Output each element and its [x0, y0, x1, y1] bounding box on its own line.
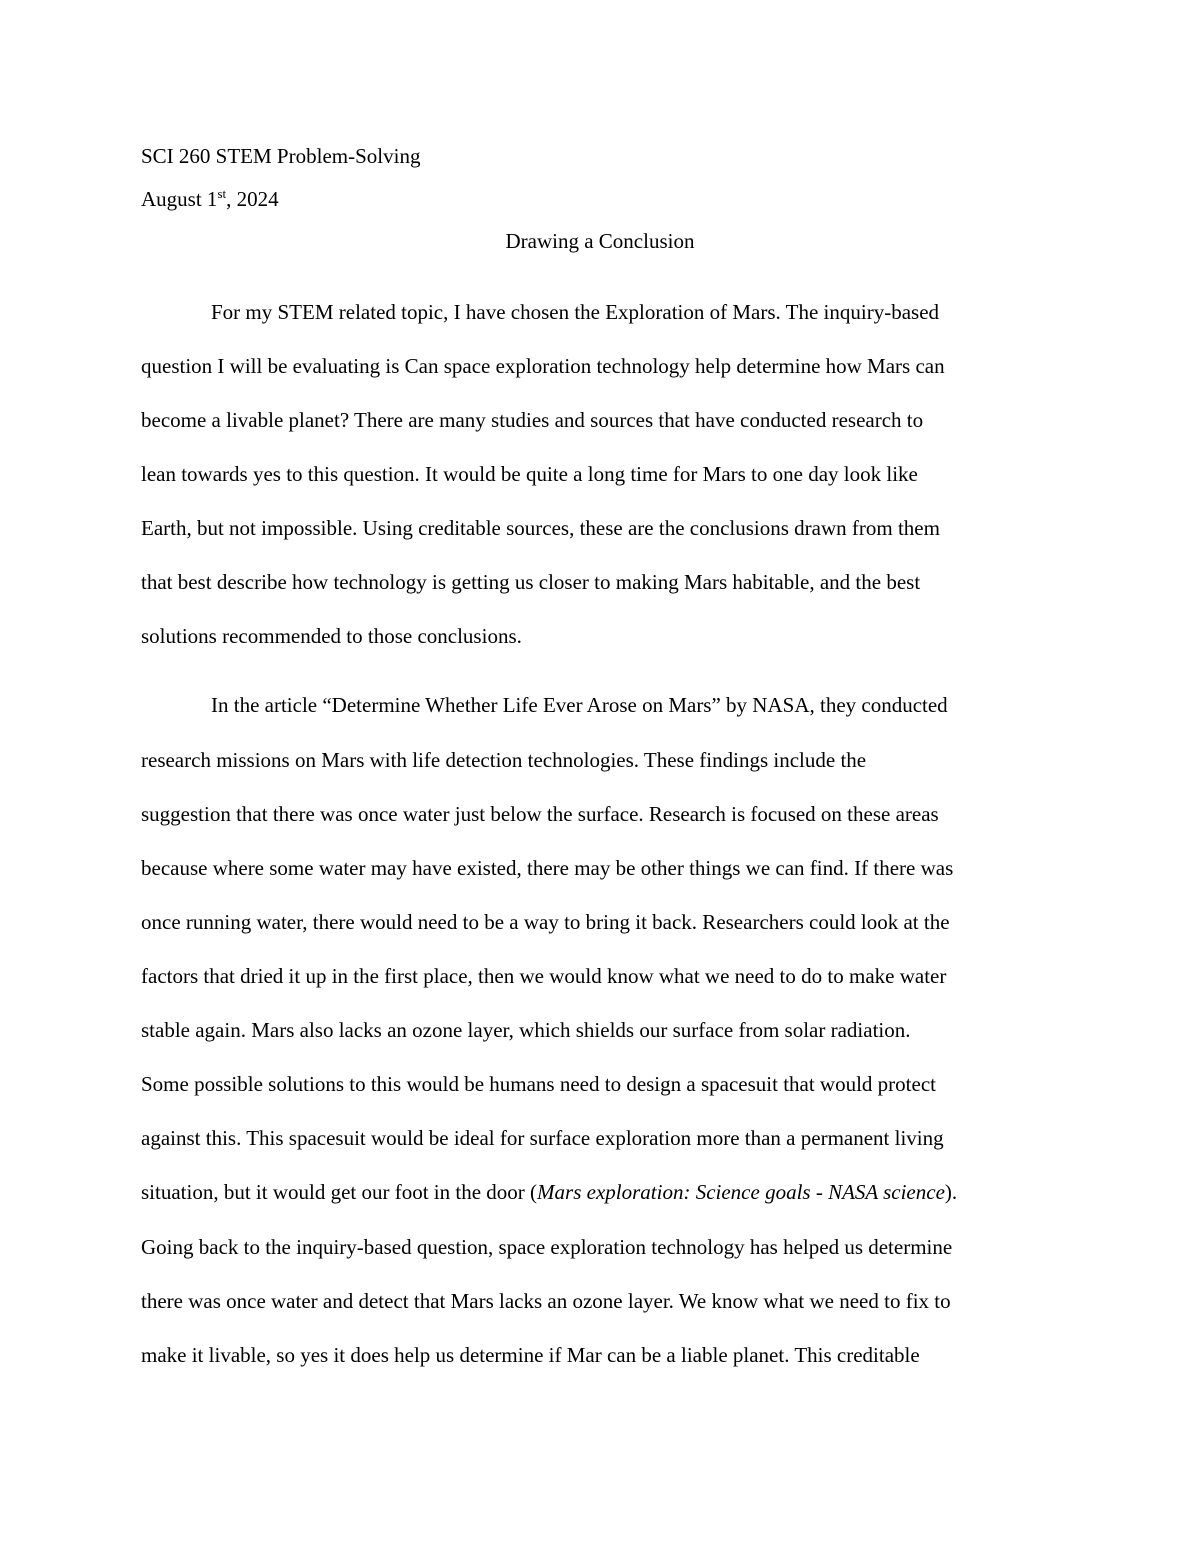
paragraph2-line: once running water, there would need to be a way to bring it back. Researchers could look at the: [141, 910, 950, 934]
citation-line: [141, 1178, 957, 1206]
paragraph1-line: For my STEM related topic, I have chosen the Exploration of Mars. The inquiry-based: [211, 300, 940, 324]
paragraph2-line: Some possible solutions to this would be humans need to design a spacesuit that would protect: [141, 1072, 936, 1096]
paragraph2-line: because where some water may have existed, there may be other things we can find. If there was: [141, 856, 954, 880]
document-date: [141, 185, 279, 213]
paragraph2-line: there was once water and detect that Mars lacks an ozone layer. We know what we need to fix to: [141, 1289, 951, 1313]
citation-text-after: ).: [944, 1180, 958, 1204]
paragraph1-line: lean towards yes to this question. It would be quite a long time for Mars to one day look like: [141, 462, 918, 486]
citation-text-before: situation, but it would get our foot in the door (: [141, 1180, 538, 1204]
paragraph2-line: In the article “Determine Whether Life Ever Arose on Mars” by NASA, they conducted: [211, 693, 948, 717]
paragraph1-line: question I will be evaluating is Can space exploration technology help determine how Mars can: [141, 354, 945, 378]
paragraph2-line: Going back to the inquiry-based question, space exploration technology has helped us determine: [141, 1235, 953, 1259]
paragraph1-line: become a livable planet? There are many studies and sources that have conducted research to: [141, 408, 924, 432]
paragraph2-line: suggestion that there was once water just below the surface. Research is focused on these areas: [141, 802, 939, 826]
paragraph2-line: factors that dried it up in the first place, then we would know what we need to do to make water: [141, 964, 947, 988]
date-suffix: , 2024: [226, 187, 279, 211]
course-name: SCI 260 STEM Problem-Solving: [141, 144, 421, 168]
paragraph2-line: against this. This spacesuit would be ideal for surface exploration more than a permanent living: [141, 1126, 944, 1150]
paragraph1-line: that best describe how technology is getting us closer to making Mars habitable, and the best: [141, 570, 921, 594]
paragraph1-line: solutions recommended to those conclusions.: [141, 624, 522, 648]
paragraph1-line: Earth, but not impossible. Using creditable sources, these are the conclusions drawn from them: [141, 516, 940, 540]
citation-title: Mars exploration: Science goals - NASA science: [537, 1180, 945, 1204]
date-ordinal: st: [217, 186, 227, 201]
paragraph2-line: stable again. Mars also lacks an ozone layer, which shields our surface from solar radiation.: [141, 1018, 911, 1042]
document-title: Drawing a Conclusion: [505, 229, 695, 253]
date-prefix: August 1: [141, 187, 218, 211]
paragraph2-line: make it livable, so yes it does help us determine if Mar can be a liable planet. This creditable: [141, 1343, 920, 1367]
paragraph2-line: research missions on Mars with life detection technologies. These findings include the: [141, 748, 867, 772]
